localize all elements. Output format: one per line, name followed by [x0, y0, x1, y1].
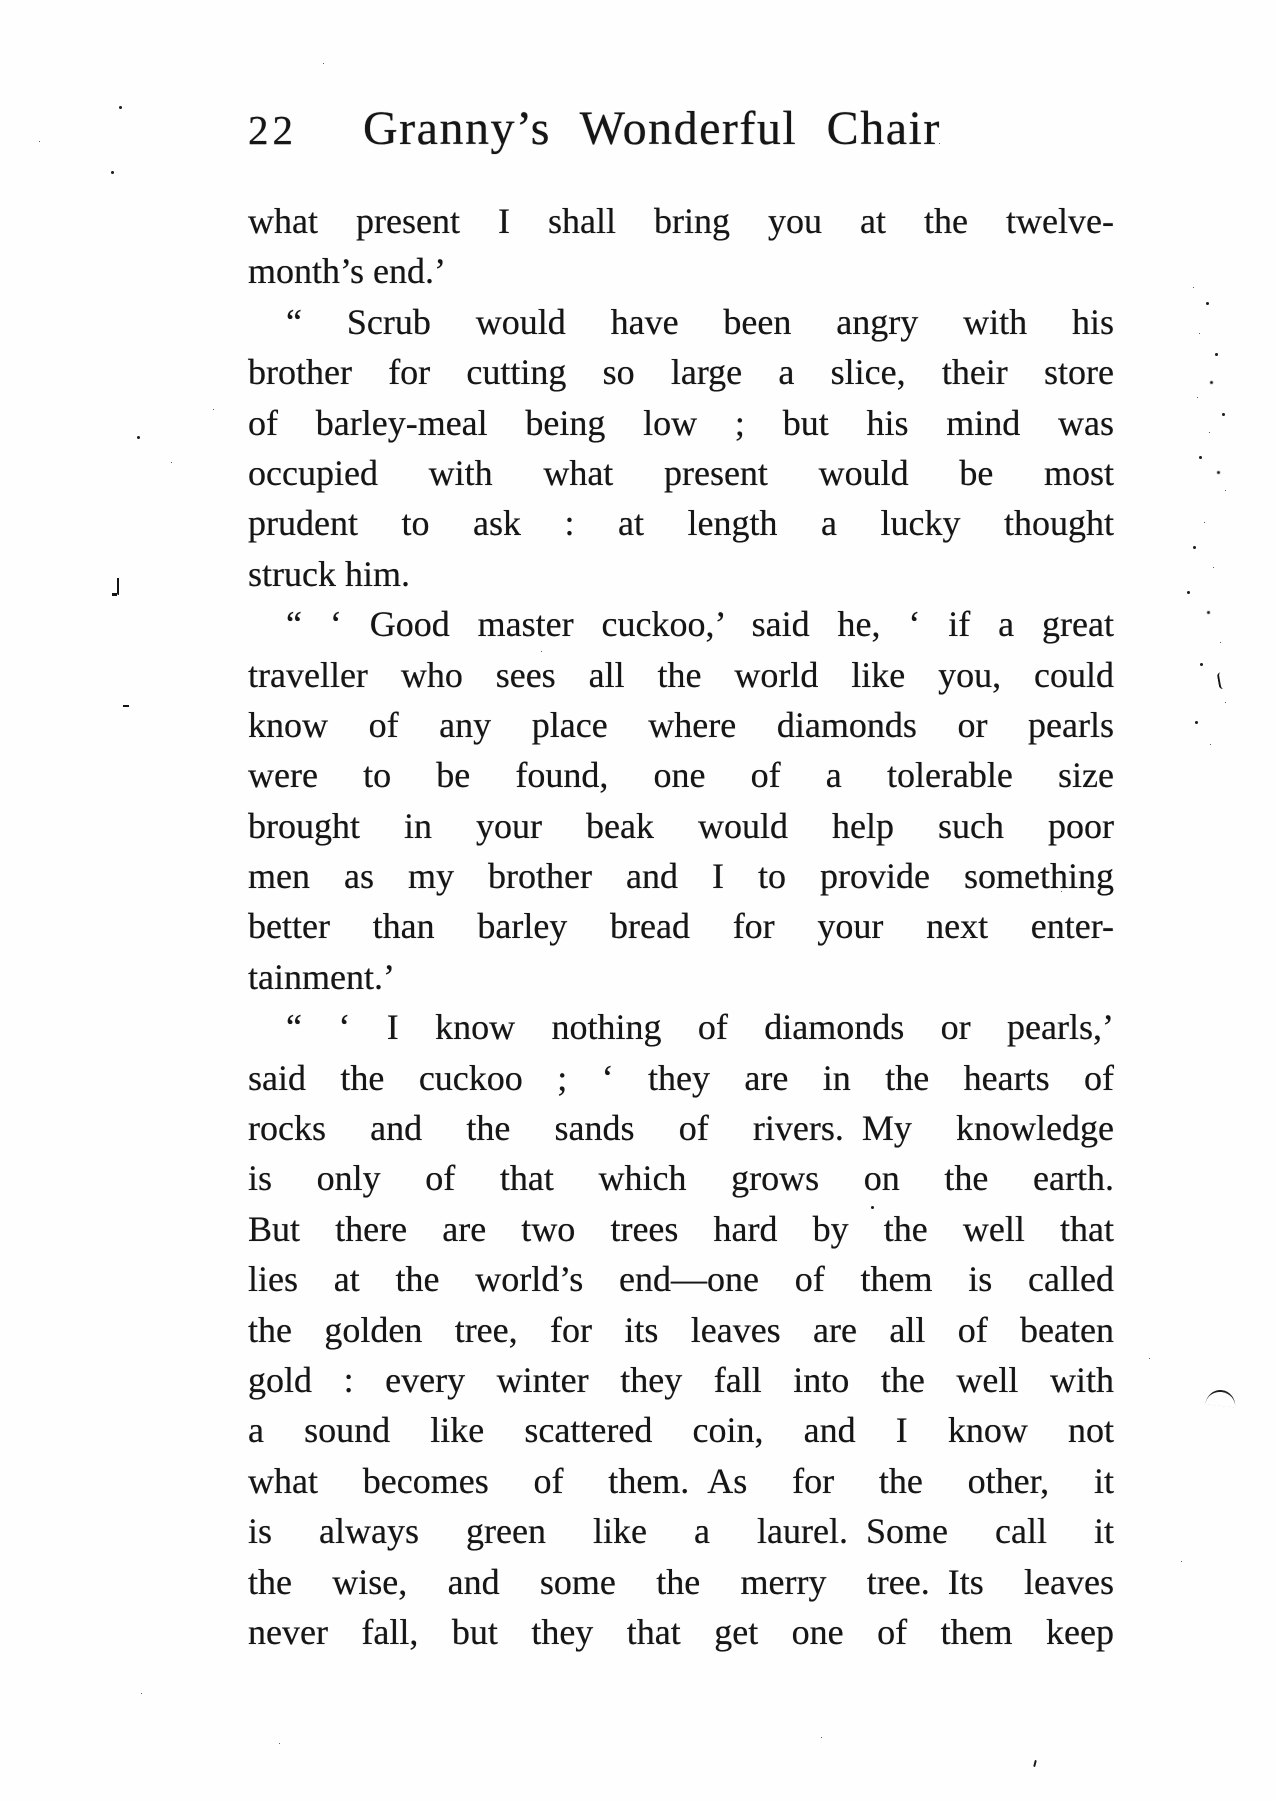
text-line: is only of that which grows on the earth.	[248, 1158, 1114, 1199]
text-line: lies at the world’s end—one of them is called	[248, 1259, 1114, 1300]
page-header	[248, 101, 1128, 156]
body-text	[248, 196, 1114, 1657]
stray-pen-mark	[117, 578, 119, 595]
text-line: traveller who sees all the world like you, could	[248, 654, 1114, 695]
text-line: brought in your beak would help such poor	[248, 805, 1114, 846]
stray-brace-mark	[1217, 671, 1229, 689]
text-line: know of any place where diamonds or pearls	[248, 704, 1114, 745]
text-line: prudent to ask : at length a lucky thought	[248, 503, 1114, 544]
text-line: gold : every winter they fall into the well with	[248, 1359, 1114, 1400]
page-title: Granny’s Wonderful Chair	[363, 102, 941, 155]
text-line: brother for cutting so large a slice, their store	[248, 352, 1114, 393]
text-line: “ ‘ Good master cuckoo,’ said he, ‘ if a great	[286, 604, 1114, 645]
text-line: were to be found, one of a tolerable size	[248, 755, 1114, 796]
text-line: rocks and the sands of rivers. My knowledge	[248, 1108, 1114, 1149]
scan-speckles	[0, 0, 3, 3]
text-line: men as my brother and I to provide something	[248, 856, 1114, 897]
text-line: of barley-meal being low ; but his mind was	[248, 402, 1114, 443]
text-line: never fall, but they that get one of them keep	[248, 1611, 1114, 1652]
text-line: said the cuckoo ; ‘ they are in the hearts of	[248, 1057, 1114, 1098]
text-line: month’s end.’	[248, 251, 446, 292]
text-line: But there are two trees hard by the well that	[248, 1208, 1114, 1249]
text-line: what becomes of them. As for the other, it	[248, 1460, 1114, 1501]
stray-dash-mark	[123, 705, 129, 707]
page-number: 22	[248, 107, 297, 153]
text-line: “ Scrub would have been angry with his	[286, 301, 1114, 342]
text-line: occupied with what present would be most	[248, 452, 1114, 493]
text-line: the wise, and some the merry tree. Its leaves	[248, 1561, 1114, 1602]
stray-curve-mark	[1205, 1388, 1237, 1407]
text-line: struck him.	[248, 553, 410, 594]
text-line: tainment.’	[248, 956, 395, 997]
text-line: what present I shall bring you at the twelve-	[248, 201, 1114, 241]
text-line: better than barley bread for your next enter-	[248, 906, 1114, 947]
text-line: a sound like scattered coin, and I know not	[248, 1410, 1114, 1451]
text-line: is always green like a laurel. Some call it	[248, 1511, 1114, 1552]
stray-tick-mark	[1033, 1760, 1037, 1767]
text-line: “ ‘ I know nothing of diamonds or pearls,’	[286, 1007, 1114, 1048]
text-line: the golden tree, for its leaves are all of beaten	[248, 1309, 1114, 1350]
